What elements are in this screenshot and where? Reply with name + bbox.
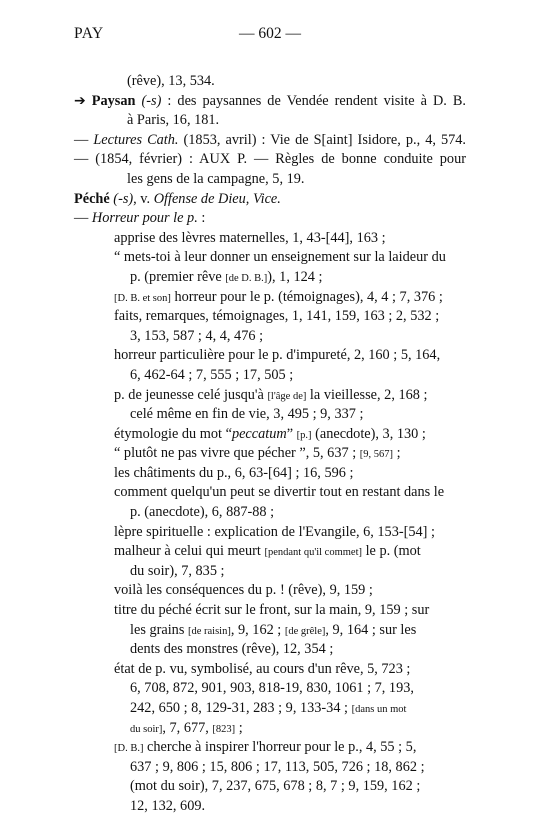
index-line: horreur particulière pour le p. d'impureté, 2, 160 ; 5, 164,: [114, 347, 441, 364]
index-entry-lectures: — Lectures Cath. (1853, avril) : Vie de S[aint] Isidore, p., 4, 574.: [74, 131, 466, 148]
index-line: — (1854, février) : AUX P. — Règles de bonne conduite pour: [74, 151, 466, 168]
index-line: 242, 650 ; 8, 129-31, 283 ; 9, 133-34 ; [dans un mot: [130, 700, 407, 716]
index-line: celé même en fin de vie, 3, 495 ; 9, 337 ;: [130, 406, 364, 423]
index-line: apprise des lèvres maternelles, 1, 43-[44], 163 ;: [114, 229, 386, 246]
index-line: 637 ; 9, 806 ; 15, 806 ; 17, 113, 505, 726 ; 18, 862 ;: [130, 758, 425, 775]
index-entry-peche: Péché (-s), v. Offense de Dieu, Vice.: [74, 190, 281, 207]
index-line: voilà les conséquences du p. ! (rêve), 9, 159 ;: [114, 582, 373, 599]
index-line: étymologie du mot “peccatum” [p.] (anecdote), 3, 130 ;: [114, 425, 426, 442]
page-number: — 602 —: [239, 25, 301, 42]
index-line: 6, 462-64 ; 7, 555 ; 17, 505 ;: [130, 366, 294, 383]
index-line: [D. B. et son] horreur pour le p. (témoignages), 4, 4 ; 7, 376 ;: [114, 288, 443, 305]
subentry-horreur: — Horreur pour le p. :: [74, 210, 206, 227]
index-line: les gens de la campagne, 5, 19.: [127, 170, 305, 187]
index-line: faits, remarques, témoignages, 1, 141, 159, 163 ; 2, 532 ;: [114, 308, 440, 325]
index-line: 3, 153, 587 ; 4, 4, 476 ;: [130, 327, 264, 344]
index-line: 12, 132, 609.: [130, 797, 206, 814]
index-line: état de p. vu, symbolisé, au cours d'un rêve, 5, 723 ;: [114, 660, 411, 677]
index-line: du soir], 7, 677, [823] ;: [130, 719, 243, 736]
arrow-icon: ➔: [74, 92, 86, 109]
index-line: lèpre spirituelle : explication de l'Evangile, 6, 153-[54] ;: [114, 523, 435, 540]
index-line: 6, 708, 872, 901, 903, 818-19, 830, 1061 ; 7, 193,: [130, 680, 414, 697]
index-line: dents des monstres (rêve), 12, 354 ;: [130, 641, 334, 658]
index-entry-paysan: ➔ Paysan (-s) : des paysannes de Vendée rendent visite à D. B.: [74, 92, 467, 109]
index-line: p. (anecdote), 6, 887-88 ;: [130, 504, 275, 521]
index-line: les grains [de raisin], 9, 162 ; [de grêle], 9, 164 ; sur les: [130, 621, 417, 638]
index-line: (rêve), 13, 534.: [127, 73, 215, 89]
index-line: à Paris, 16, 181.: [127, 112, 220, 129]
index-line: “ plutôt ne pas vivre que pécher ”, 5, 637 ; [9, 567] ;: [114, 445, 401, 462]
index-line: titre du péché écrit sur le front, sur la main, 9, 159 ; sur: [114, 602, 430, 619]
index-line: “ mets-toi à leur donner un enseignement sur la laideur du: [114, 249, 446, 266]
running-head: PAY: [74, 25, 104, 42]
entry-headword: Péché: [74, 190, 110, 207]
index-body: [74, 72, 466, 817]
index-line: [D. B.] cherche à inspirer l'horreur pour le p., 4, 55 ; 5,: [114, 739, 417, 756]
index-line: p. (premier rêve [de D. B.]), 1, 124 ;: [130, 268, 323, 285]
entry-headword: Paysan: [91, 92, 136, 109]
index-line: les châtiments du p., 6, 63-[64] ; 16, 596 ;: [114, 464, 354, 481]
index-line: comment quelqu'un peut se divertir tout en restant dans le: [114, 484, 445, 501]
index-line: (mot du soir), 7, 237, 675, 678 ; 8, 7 ; 9, 159, 162 ;: [130, 778, 421, 795]
index-line: du soir), 7, 835 ;: [130, 562, 225, 579]
index-line: malheur à celui qui meurt [pendant qu'il commet] le p. (mot: [114, 543, 421, 560]
index-line: p. de jeunesse celé jusqu'à [l'âge de] la vieillesse, 2, 168 ;: [114, 386, 428, 403]
